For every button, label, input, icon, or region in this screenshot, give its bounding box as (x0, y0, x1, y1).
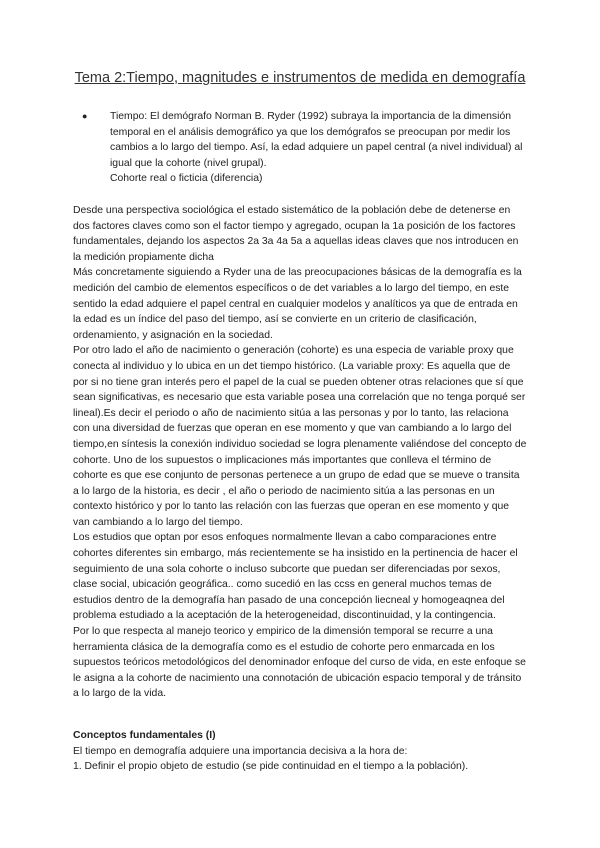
document-title: Tema 2:Tiempo, magnitudes e instrumentos de medida en demografía (74, 70, 526, 86)
bullet-extra-line: Cohorte real o ficticia (diferencia) (110, 173, 263, 185)
section-intro: El tiempo en demografía adquiere una importancia decisiva a la hora de: (73, 745, 408, 757)
bullet-text: Tiempo: El demógrafo Norman B. Ryder (1992) subraya la importancia de la dimensión temporal en el análisis demográfico ya que los demógrafos se preocupan por medir los cambios a lo largo del tiempo. Así, la edad adquiere un papel central (a nivel individual) al igual que la cohorte (nivel grupal). (110, 111, 523, 169)
section-item-1: 1. Definir el propio objeto de estudio (se pide continuidad en el tiempo a la población). (73, 761, 469, 773)
paragraph-5: Por lo que respecta al manejo teorico y empirico de la dimensión temporal se recurre a una herramienta clásica de la demografía como es el estudio de cohorte pero enmarcada en los supuestos teóricos metodológicos del denominador enfoque del curso de vida, en este enfoque se le asigna a la cohorte de nacimiento una connotación de ubicación espacio temporal y de tránsito a lo largo de la vida. (73, 626, 526, 700)
bullet-dot-icon: ● (82, 111, 88, 121)
bullet-list-item (82, 109, 528, 187)
section-conceptos (73, 728, 527, 775)
paragraph-2: Más concretamente siguiendo a Ryder una de las preocupaciones básicas de la demografía es la medición del cambio de elementos específicos o de det variables a lo largo del tiempo, en este sentido la edad adquiere el papel central en cualquier modelos y analíticos ya que de entrada en la edad es un índice del paso del tiempo, así se convierte en un criterio de clasificación, ordenamiento, y asignación en la sociedad. (73, 267, 522, 341)
paragraph-4: Los estudios que optan por esos enfoques normalmente llevan a cabo comparaciones entre cohortes diferentes sin embargo, más recientemente se ha insistido en la pertinencia de hacer el seguimiento de una sola cohorte o incluso subcorte que puedan ser diferenciadas por sexos, clase social, ubicación geográfica.. como sucedió en las ccss en general muchos temas de estudios dentro de la demografía han pasado de una concepción liecneal y homogeaqnea del problema estudiado a la aceptación de la heterogeneidad, discontinuidad, y la contingencia. (73, 532, 518, 622)
body-text (73, 203, 527, 702)
paragraph-3: Por otro lado el año de nacimiento o generación (cohorte) es una especia de variable proxy que conecta al individuo y lo ubica en un det tiempo histórico. (La variable proxy: Es aquella que de por si no tiene gran interés pero el papel de la cual se pueden obtener otras relaciones que sí que sean significativas, es necesario que esta variable posea una correlación que no tenga porqué ser lineal).Es decir el periodo o año de nacimiento sitúa a las personas y por lo tanto, las relaciona con una diversidad de fuerzas que operan en ese momento y que van cambiando a lo largo del tiempo,en síntesis la conexión individuo sociedad se logra plenamente valiéndose del concepto de cohorte. Uno de los supuestos o implicaciones más importantes que conlleva el término de cohorte es que ese conjunto de personas pertenece a un grupo de edad que se mueve o transita a lo largo de la historia, es decir , el año o periodo de nacimiento sitúa a las personas en un contexto histórico y por lo tanto las relación con las fuerzas que operan en ese momento y que van cambiando a lo largo del tiempo. (73, 345, 527, 528)
paragraph-1: Desde una perspectiva sociológica el estado sistemático de la población debe de detenerse en dos factores claves como son el factor tiempo y agregado, ocupan la 1a posición de los factores fundamentales, dejando los aspectos 2a 3a 4a 5a a aquellas ideas claves que nos introducen en la medición propiamente dicha (73, 205, 519, 263)
section-title: Conceptos fundamentales (I) (73, 730, 216, 741)
